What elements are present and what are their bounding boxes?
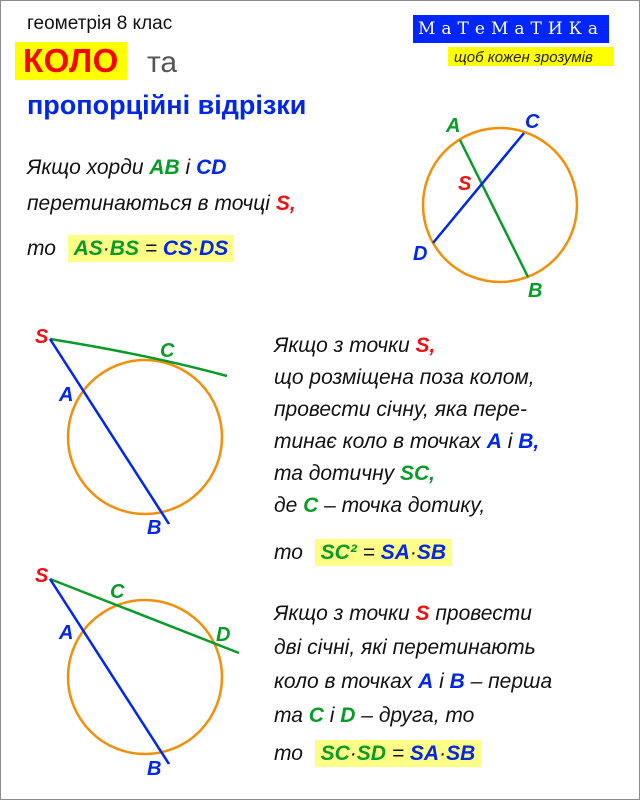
brand-tagline: щоб кожен зрозумів (448, 47, 614, 66)
point-a: A (418, 670, 434, 693)
text: і (501, 430, 519, 453)
text: – друга, то (355, 704, 475, 727)
line (274, 665, 552, 699)
term: SC² (320, 541, 357, 564)
point-s: S, (275, 192, 296, 215)
line (274, 330, 539, 362)
diagram-secant-tangent (0, 310, 270, 550)
point-c: C (303, 494, 319, 517)
term: AS (73, 237, 103, 260)
label-d: D (216, 624, 231, 646)
point-s: S (415, 602, 430, 625)
section3-text (274, 597, 552, 733)
diagram-intersecting-chords (400, 100, 600, 310)
equals: = (385, 742, 410, 765)
text: та (274, 704, 309, 727)
label-a: A (446, 115, 461, 137)
text: і (323, 704, 341, 727)
text: – точка дотику, (318, 494, 486, 517)
text: Якщо з точки (274, 334, 416, 357)
text: коло в точках (274, 670, 419, 693)
line (274, 426, 539, 458)
dot: · (409, 541, 417, 564)
section1-line1 (27, 152, 226, 184)
section1-line2 (27, 188, 296, 220)
title-highlight (15, 42, 127, 80)
line: дві січні, які перетинають (274, 636, 536, 659)
label-s: S (35, 326, 49, 348)
point-b: B (449, 670, 465, 693)
dot: · (439, 742, 447, 765)
term: CS (162, 237, 193, 260)
section1-formula (68, 235, 235, 262)
section2-text (274, 330, 539, 522)
text: перетинаються в точці (27, 192, 276, 215)
dot: · (349, 742, 357, 765)
dot: · (102, 237, 110, 260)
section3-formula-row (274, 738, 481, 770)
line: що розміщена поза колом, (274, 366, 535, 389)
equals: = (138, 237, 163, 260)
label-b: B (147, 517, 162, 539)
line (274, 490, 539, 522)
text: Якщо з точки (274, 602, 416, 625)
brand-logo: МаТеМаТИКа (413, 15, 609, 43)
label-c: C (110, 581, 125, 603)
text: – перша (464, 670, 553, 693)
equals: = (356, 541, 381, 564)
point-a: A (486, 430, 502, 453)
text: і (179, 156, 197, 179)
text: провести (429, 602, 532, 625)
chord-cd: CD (196, 156, 227, 179)
title-connector: та (147, 46, 178, 79)
text: та дотичну (274, 462, 400, 485)
formula-prefix: то (27, 237, 56, 260)
term: SB (446, 742, 476, 765)
formula-prefix: то (274, 742, 303, 765)
section1-formula-row (27, 233, 234, 265)
tangent-sc: SC, (400, 462, 436, 485)
label-b: B (147, 758, 162, 780)
point-b: B, (518, 430, 540, 453)
text: Якщо хорди (27, 156, 150, 179)
section2-formula-row (274, 537, 452, 569)
text: тинає коло в точках (274, 430, 487, 453)
text: де (274, 494, 304, 517)
label-s: S (35, 565, 49, 587)
point-s: S, (415, 334, 436, 357)
formula-prefix: то (274, 541, 303, 564)
label-c: C (160, 340, 175, 362)
line: провести січну, яка пере- (274, 398, 527, 421)
term: DS (199, 237, 229, 260)
diagram-two-secants (0, 555, 260, 800)
term: SA (409, 742, 440, 765)
label-s: S (458, 173, 472, 195)
term: SA (380, 541, 410, 564)
line (274, 699, 552, 733)
section2-formula (315, 539, 452, 566)
chord-ab: AB (149, 156, 180, 179)
line (274, 458, 539, 490)
grade-subtitle: геометрія 8 клас (27, 13, 173, 34)
dot: · (192, 237, 200, 260)
text: і (433, 670, 450, 693)
point-d: D (340, 704, 356, 727)
label-c: C (525, 111, 540, 133)
section3-formula (315, 740, 482, 767)
point-c: C (308, 704, 324, 727)
label-a: A (59, 622, 74, 644)
term: SB (416, 541, 447, 564)
term: SD (356, 742, 386, 765)
page-subtitle: пропорційні відрізки (27, 90, 307, 120)
line (274, 597, 552, 631)
label-d: D (413, 243, 428, 265)
term: SC (320, 742, 350, 765)
label-a: A (59, 384, 74, 406)
page-title: КОЛО (23, 42, 119, 79)
term: BS (109, 237, 139, 260)
label-b: B (528, 280, 543, 302)
